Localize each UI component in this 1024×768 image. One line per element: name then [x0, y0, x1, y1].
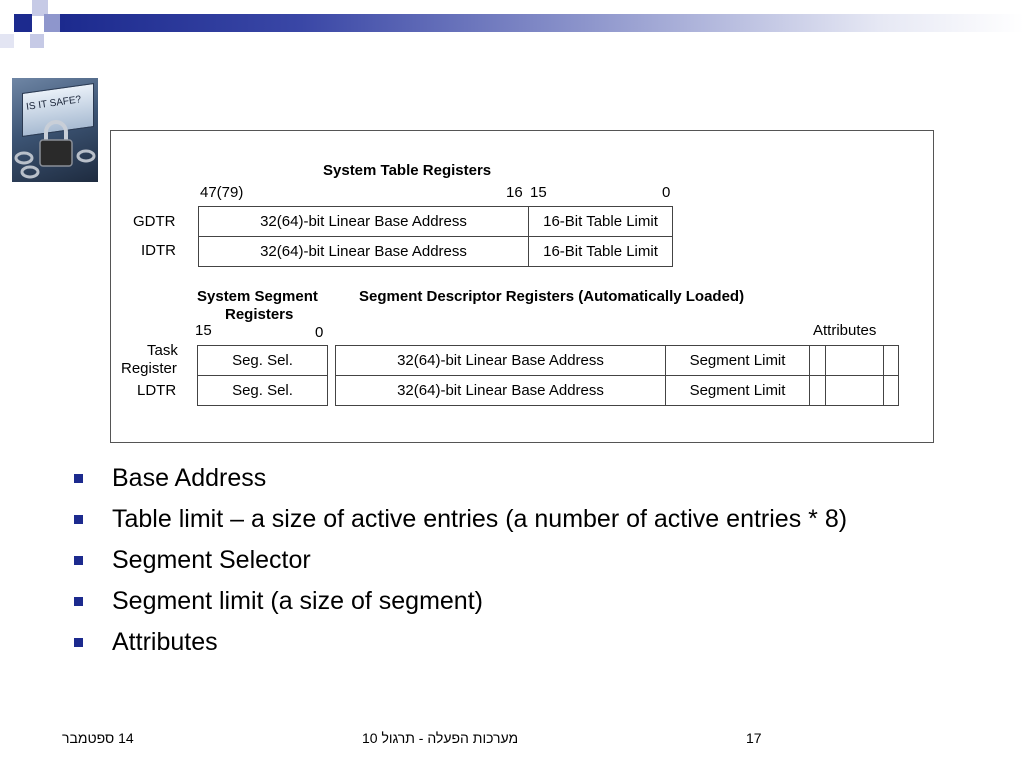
- segment-descriptor-title: Segment Descriptor Registers (Automatically Loaded): [359, 288, 745, 305]
- ldtr-selector-cell: Seg. Sel.: [197, 375, 328, 406]
- ldtr-attr-cell-2: [825, 375, 884, 406]
- seg-bit-label-15: 15: [195, 322, 212, 339]
- attributes-label: Attributes: [813, 322, 877, 339]
- bullet-text: Attributes: [112, 628, 218, 656]
- seg-bit-label-0: 0: [315, 324, 324, 341]
- header-square-dark: [14, 14, 32, 32]
- ldtr-label: LDTR: [137, 382, 177, 399]
- bullet-square-icon: [74, 556, 83, 565]
- idtr-limit-cell: 16-Bit Table Limit: [528, 236, 673, 267]
- ldtr-limit-cell: Segment Limit: [665, 375, 810, 406]
- bullet-item: [74, 585, 934, 618]
- bit-label-0: 0: [662, 184, 671, 201]
- bullet-text: Segment Selector: [112, 546, 311, 574]
- bullet-item: [74, 626, 934, 659]
- gdtr-limit-cell: 16-Bit Table Limit: [528, 206, 673, 237]
- header-square-pale: [30, 34, 44, 48]
- idtr-base-cell: 32(64)-bit Linear Base Address: [198, 236, 529, 267]
- task-register-attr-cell-3: [883, 345, 899, 376]
- ldtr-attr-cell-3: [883, 375, 899, 406]
- padlock-chain-icon: [12, 78, 98, 182]
- task-register-attr-cell-2: [825, 345, 884, 376]
- header-gradient-bar: [60, 14, 1024, 32]
- header-square-mid: [44, 14, 60, 32]
- bit-label-15: 15: [530, 184, 547, 201]
- bit-label-16: 16: [506, 184, 523, 201]
- footer-course-title: מערכות הפעלה - תרגול 10: [362, 730, 519, 746]
- security-thumbnail-image: [12, 78, 98, 182]
- header-square-pale-2: [0, 34, 14, 48]
- bullet-text: Base Address: [112, 464, 267, 492]
- task-register-label-line1: Task: [147, 342, 178, 359]
- task-register-limit-cell: Segment Limit: [665, 345, 810, 376]
- bullet-item: [74, 462, 934, 495]
- register-diagram: [110, 130, 934, 443]
- gdtr-label: GDTR: [133, 213, 176, 230]
- task-register-selector-cell: Seg. Sel.: [197, 345, 328, 376]
- bullet-list: [74, 462, 934, 667]
- bullet-square-icon: [74, 474, 83, 483]
- bullet-item: [74, 544, 934, 577]
- ldtr-base-cell: 32(64)-bit Linear Base Address: [335, 375, 666, 406]
- ldtr-attr-cell-1: [809, 375, 826, 406]
- bullet-text: Segment limit (a size of segment): [112, 587, 483, 615]
- task-register-attr-cell-1: [809, 345, 826, 376]
- system-segment-title-line2: Registers: [225, 306, 294, 323]
- footer-page-number: 17: [746, 730, 762, 746]
- system-table-registers-title: System Table Registers: [323, 162, 492, 179]
- idtr-label: IDTR: [141, 242, 176, 259]
- gdtr-base-cell: 32(64)-bit Linear Base Address: [198, 206, 529, 237]
- bullet-square-icon: [74, 597, 83, 606]
- task-register-base-cell: 32(64)-bit Linear Base Address: [335, 345, 666, 376]
- thumbnail-caption: IS IT SAFE?: [25, 94, 82, 113]
- bit-label-47: 47(79): [200, 184, 244, 201]
- system-segment-title-line1: System Segment: [197, 288, 318, 305]
- bullet-square-icon: [74, 515, 83, 524]
- bullet-item: [74, 503, 934, 536]
- bullet-text: Table limit – a size of active entries (a number of active entries * 8): [112, 505, 848, 533]
- task-register-label-line2: Register: [121, 360, 177, 377]
- bullet-square-icon: [74, 638, 83, 647]
- footer-date: 14 ספטמבר: [62, 730, 134, 746]
